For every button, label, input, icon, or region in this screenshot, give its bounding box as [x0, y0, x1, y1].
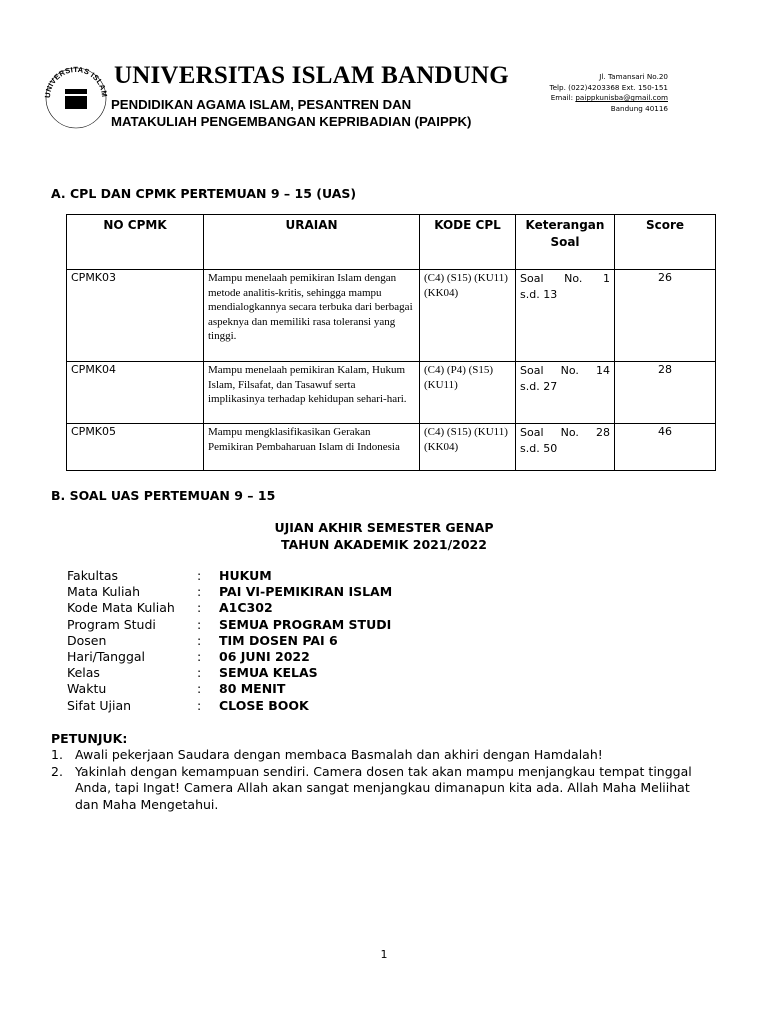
section-b-title: B. SOAL UAS PERTEMUAN 9 – 15	[51, 488, 276, 503]
info-colon: :	[197, 681, 202, 697]
info-colon: :	[197, 584, 202, 600]
cell-cpmk-code: CPMK05	[67, 424, 204, 471]
info-label: Dosen	[67, 632, 107, 648]
header-keterangan-line1: Keterangan	[525, 218, 605, 232]
soal-start: 1	[603, 272, 610, 285]
info-colon: :	[197, 648, 202, 664]
petunjuk-title: PETUNJUK:	[51, 731, 128, 746]
address-street: Jl. Tamansari No.20	[599, 72, 668, 81]
address-phone: Telp. (022)4203368 Ext. 150-151	[549, 82, 668, 92]
cpmk-table	[66, 214, 716, 471]
cell-keterangan	[516, 424, 615, 471]
info-row	[67, 649, 392, 665]
header-kode-cpl: KODE CPL	[420, 215, 516, 270]
soal-no: No.	[564, 272, 583, 285]
info-value: CLOSE BOOK	[219, 697, 309, 713]
table-header-row	[67, 215, 716, 270]
cell-kode-cpl: (C4) (S15) (KU11) (KK04)	[420, 424, 516, 471]
info-colon: :	[197, 697, 202, 713]
list-item-number: 1.	[51, 747, 63, 762]
info-label: Kelas	[67, 665, 100, 681]
info-value: SEMUA KELAS	[219, 665, 318, 681]
info-row	[67, 584, 392, 600]
page-number: 1	[380, 948, 388, 961]
section-a-title: A. CPL DAN CPMK PERTEMUAN 9 – 15 (UAS)	[51, 186, 357, 201]
email-link[interactable]: paippkunisba@gmail.com	[575, 93, 668, 102]
logo-ring-text: NIVERSITAS ISLA	[44, 66, 108, 93]
info-label: Program Studi	[67, 616, 156, 632]
list-item-text: Awali pekerjaan Saudara dengan membaca Basmalah dan akhiri dengan Hamdalah!	[75, 747, 603, 762]
petunjuk-list	[51, 747, 711, 813]
cell-score: 46	[615, 424, 716, 471]
cell-kode-cpl: (C4) (P4) (S15) (KU11)	[420, 362, 516, 424]
info-colon: :	[197, 568, 202, 583]
soal-no: No.	[560, 426, 579, 439]
info-label: Fakultas	[67, 568, 119, 583]
info-label: Hari/Tanggal	[67, 648, 146, 664]
cell-uraian: Mampu menelaah pemikiran Kalam, Hukum Islam, Filsafat, dan Tasawuf serta implikasinya terhadap kehidupan sehari-hari.	[204, 362, 420, 424]
list-item-number: 2.	[51, 763, 63, 779]
info-value: 80 MENIT	[219, 681, 286, 697]
info-row	[67, 681, 392, 697]
cell-keterangan	[516, 270, 615, 362]
soal-no: No.	[560, 364, 579, 377]
info-value: TIM DOSEN PAI 6	[219, 632, 338, 648]
info-value: A1C302	[219, 600, 273, 616]
info-row	[67, 600, 392, 616]
cell-kode-cpl: (C4) (S15) (KU11) (KK04)	[420, 270, 516, 362]
header-no-cpmk: NO CPMK	[67, 215, 204, 270]
list-item-text: Yakinlah dengan kemampuan sendiri. Camera dosen tak akan mampu menjangkau tempat tinggal Anda, tapi Ingat! Camera Allah akan sangat menjangkau dimanapun kita ada. Allah Maha Meliihat dan Maha Mengetahui.	[75, 763, 692, 812]
info-value: PAI VI-PEMIKIRAN ISLAM	[219, 584, 393, 600]
info-colon: :	[197, 665, 202, 681]
cell-cpmk-code: CPMK03	[67, 270, 204, 362]
email-label: Email:	[550, 93, 576, 102]
soal-word: Soal	[520, 364, 544, 377]
list-item	[51, 747, 711, 764]
info-label: Kode Mata Kuliah	[67, 600, 175, 616]
info-label: Mata Kuliah	[67, 584, 141, 600]
cell-uraian: Mampu menelaah pemikiran Islam dengan metode analitis-kritis, sehingga mampu mendialogkannya secara terbuka dari berbagai aspeknya dan memiliki rasa toleransi yang tinggi.	[204, 270, 420, 362]
soal-end: s.d. 50	[520, 441, 558, 455]
university-logo	[44, 66, 108, 130]
table-row	[67, 362, 716, 424]
cell-score: 26	[615, 270, 716, 362]
cell-score: 28	[615, 362, 716, 424]
exam-info	[67, 568, 392, 714]
info-value: 06 JUNI 2022	[219, 648, 310, 664]
university-name: UNIVERSITAS ISLAM BANDUNG	[114, 62, 509, 89]
info-row	[67, 633, 392, 649]
soal-end: s.d. 13	[520, 287, 558, 301]
soal-word: Soal	[520, 272, 544, 285]
address-block	[549, 72, 668, 114]
faculty-line-1: PENDIDIKAN AGAMA ISLAM, PESANTREN DAN	[111, 97, 412, 112]
info-row	[67, 665, 392, 681]
list-item	[51, 764, 711, 814]
info-value: HUKUM	[219, 568, 272, 583]
address-city: Bandung 40116	[610, 103, 668, 113]
exam-title-line2: TAHUN AKADEMIK 2021/2022	[281, 537, 487, 552]
cell-uraian: Mampu mengklasifikasikan Gerakan Pemikiran Pembaharuan Islam di Indonesia	[204, 424, 420, 471]
info-label: Waktu	[67, 681, 107, 697]
info-colon: :	[197, 616, 202, 632]
info-colon: :	[197, 600, 202, 616]
header-keterangan-soal	[516, 215, 615, 270]
exam-title	[0, 519, 768, 553]
faculty-name	[111, 96, 471, 130]
exam-title-line1: UJIAN AKHIR SEMESTER GENAP	[274, 520, 494, 535]
soal-end: s.d. 27	[520, 379, 558, 393]
cell-keterangan	[516, 362, 615, 424]
soal-start: 14	[596, 364, 610, 377]
soal-word: Soal	[520, 426, 544, 439]
info-colon: :	[197, 632, 202, 648]
info-row	[67, 568, 392, 584]
info-row	[67, 698, 392, 714]
faculty-line-2: MATAKULIAH PENGEMBANGAN KEPRIBADIAN (PAIPPK)	[111, 114, 472, 129]
address-email-line	[549, 93, 668, 104]
table-row	[67, 424, 716, 471]
header-score: Score	[615, 215, 716, 270]
info-value: SEMUA PROGRAM STUDI	[219, 616, 392, 632]
table-row	[67, 270, 716, 362]
info-row	[67, 617, 392, 633]
header-keterangan-line2: Soal	[550, 235, 580, 249]
soal-start: 28	[596, 426, 610, 439]
info-label: Sifat Ujian	[67, 697, 132, 713]
header-uraian: URAIAN	[204, 215, 420, 270]
cell-cpmk-code: CPMK04	[67, 362, 204, 424]
